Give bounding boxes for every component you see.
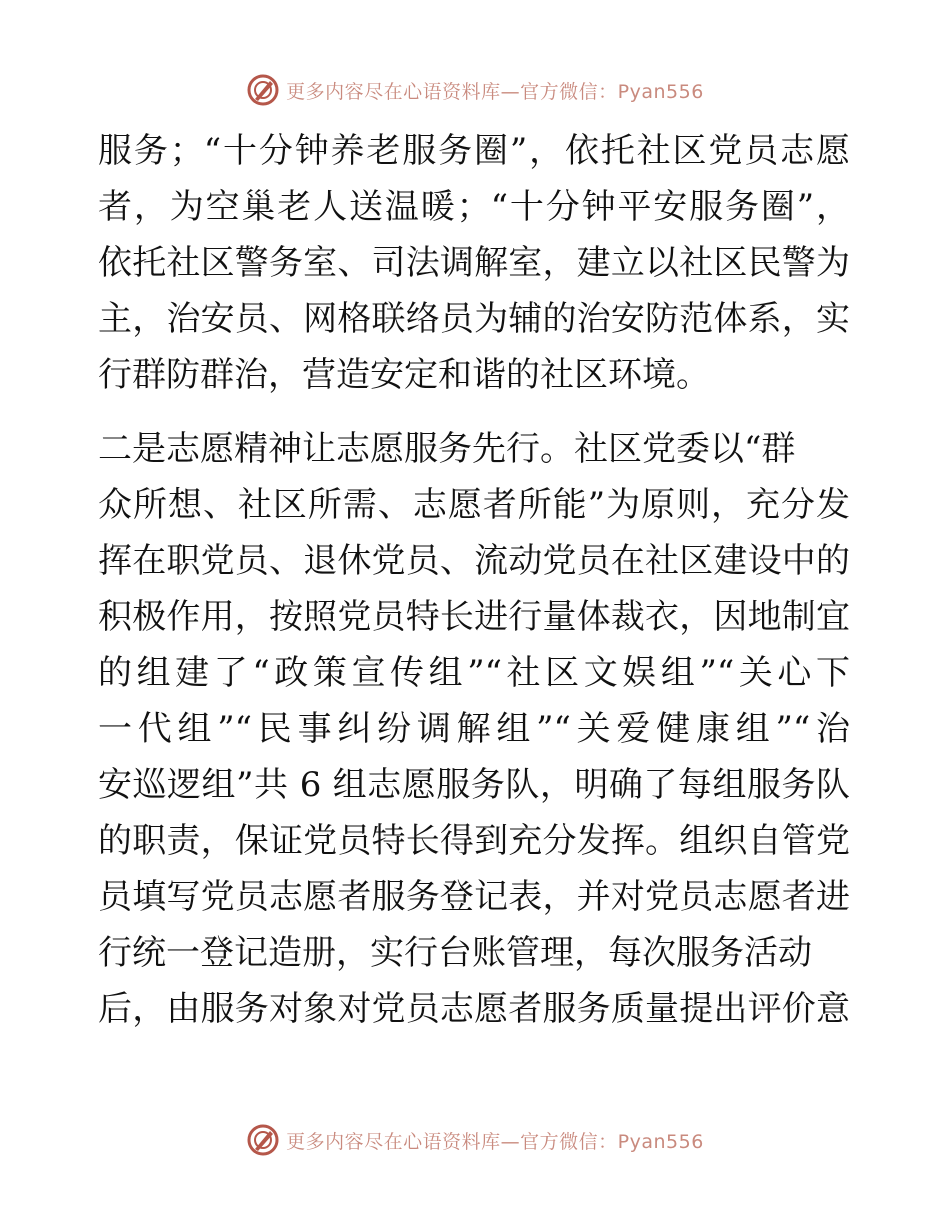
text-line: 主，治安员、网格联络员为辅的治安防范体系，实	[98, 299, 850, 339]
text-line: 依托社区警务室、司法调解室，建立以社区民警为	[98, 243, 850, 283]
text-line: 服务；“十分钟养老服务圈”，依托社区党员志愿	[98, 131, 850, 171]
paragraph-gap	[98, 403, 850, 421]
text-line: 积极作用，按照党员特长进行量体裁衣，因地制宜	[98, 597, 850, 637]
text-line: 一代组”“民事纠纷调解组”“关爱健康组”“治	[98, 709, 850, 749]
paragraph	[98, 421, 850, 1037]
text-line: 员填写党员志愿者服务登记表，并对党员志愿者进	[98, 877, 850, 917]
text-line: 的组建了“政策宣传组”“社区文娱组”“关心下	[98, 653, 850, 693]
text-line: 安巡逻组”共 6 组志愿服务队，明确了每组服务队	[98, 765, 850, 805]
quill-seal-icon	[246, 1123, 280, 1157]
watermark-text: 更多内容尽在心语资料库—官方微信：Pyan556	[286, 1130, 704, 1153]
header-watermark	[0, 70, 950, 110]
footer-watermark	[0, 1120, 950, 1160]
text-line: 二是志愿精神让志愿服务先行。社区党委以“群	[98, 429, 796, 469]
paragraph	[98, 123, 850, 403]
document-body	[98, 123, 850, 1037]
text-line: 挥在职党员、退休党员、流动党员在社区建设中的	[98, 541, 850, 581]
text-line: 行群防群治，营造安定和谐的社区环境。	[98, 355, 710, 395]
text-line: 众所想、社区所需、志愿者所能”为原则，充分发	[98, 485, 850, 525]
text-line: 者，为空巢老人送温暖；“十分钟平安服务圈”，	[98, 187, 850, 227]
text-line: 的职责，保证党员特长得到充分发挥。组织自管党	[98, 821, 850, 861]
watermark-text: 更多内容尽在心语资料库—官方微信：Pyan556	[286, 80, 704, 103]
quill-seal-icon	[246, 73, 280, 107]
text-line: 后，由服务对象对党员志愿者服务质量提出评价意	[98, 989, 850, 1029]
text-line: 行统一登记造册，实行台账管理，每次服务活动	[98, 933, 812, 973]
